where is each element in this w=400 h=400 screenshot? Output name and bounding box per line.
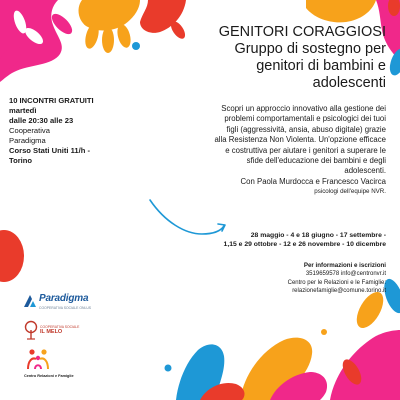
dates-line-1: 28 maggio - 4 e 18 giugno - 17 settembre -: [250, 232, 386, 239]
title-line-3: genitori di bambini e: [256, 58, 386, 74]
orange-dot-bottom: [321, 329, 327, 335]
orange-hand-top: [79, 0, 140, 31]
tree-icon: [24, 320, 38, 340]
event-info-line-5: Paradigma: [9, 136, 46, 145]
contacts-phone-email: 3519659578 info@centronvr.it: [305, 271, 386, 278]
title-line-4: adolescenti: [312, 75, 386, 91]
paradigma-logo: [22, 289, 114, 315]
centro-relazioni-logo: [24, 347, 94, 382]
description-line-1: Scopri un approccio innovativo alla gestione dei: [221, 104, 386, 113]
title-line-2: Gruppo di sostegno per: [234, 41, 386, 57]
centro-relazioni-name: Centro Relazioni e Famiglie: [24, 374, 74, 378]
description-line-6: sfide dell'educazione dei bambini e degli: [246, 156, 386, 166]
contacts-heading: Per informazioni e iscrizioni: [303, 262, 386, 269]
family-icon: [26, 347, 50, 371]
event-info-line-2: martedì: [9, 106, 37, 115]
il-melo-logo: [24, 320, 84, 342]
contacts: [226, 262, 386, 296]
paradigma-name: Paradigma: [39, 293, 89, 304]
contacts-center: Centro per le Relazioni e le Famiglie:: [287, 279, 386, 286]
description-line-2: problemi comportamentali e psicologici dei tuoi: [224, 114, 386, 124]
red-blob-mid-left: [0, 230, 24, 282]
il-melo-line-2: IL MELO: [40, 329, 63, 335]
orange-finger-2: [102, 27, 114, 53]
blue-dot-bottom: [165, 365, 172, 372]
title-line-1: GENITORI CORAGGIOSI: [218, 24, 386, 40]
description-line-4: alla Resistenza Non Violenta. Un'opzione efficace: [214, 135, 386, 145]
description-line-7: adolescenti.: [344, 166, 386, 176]
event-info-line-1: 10 INCONTRI GRATUITI: [9, 96, 94, 105]
authors: Con Paola Murdocca e Francesco Vacirca: [240, 176, 386, 186]
event-info-line-7: Torino: [9, 156, 33, 165]
paradigma-mark-icon: [22, 293, 38, 309]
event-info-line-4: Cooperativa: [9, 126, 50, 135]
contacts-center-email: relazionefamiglie@comune.torino.it: [292, 288, 386, 295]
paradigma-subtitle: COOPERATIVA SOCIALE ONLUS: [39, 306, 92, 310]
il-melo-line-1: COOPERATIVA SOCIALE: [40, 325, 80, 329]
event-info-line-6: Corso Stati Uniti 11/h -: [9, 146, 91, 155]
dates: [166, 231, 386, 249]
event-info-line-3: dalle 20:30 alle 23: [9, 116, 74, 125]
orange-blob-top-right: [306, 0, 376, 22]
title-block: [186, 24, 386, 92]
event-info: [9, 96, 121, 166]
blue-dot-top: [132, 42, 140, 50]
dates-line-2: 1,15 e 29 ottobre - 12 e 26 novembre - 10 dicembre: [223, 241, 386, 249]
description: [154, 104, 386, 196]
description-line-5: e costruttiva per aiutare i genitori a superare le: [225, 145, 386, 155]
description-line-3: figli (aggressività, ansia, abuso digitale) grazie: [226, 124, 386, 134]
pink-shape-bottom-right: [330, 330, 400, 400]
blue-arrow: [150, 200, 224, 234]
authors-subtitle: psicologi dell'equipe NVR.: [314, 188, 386, 196]
